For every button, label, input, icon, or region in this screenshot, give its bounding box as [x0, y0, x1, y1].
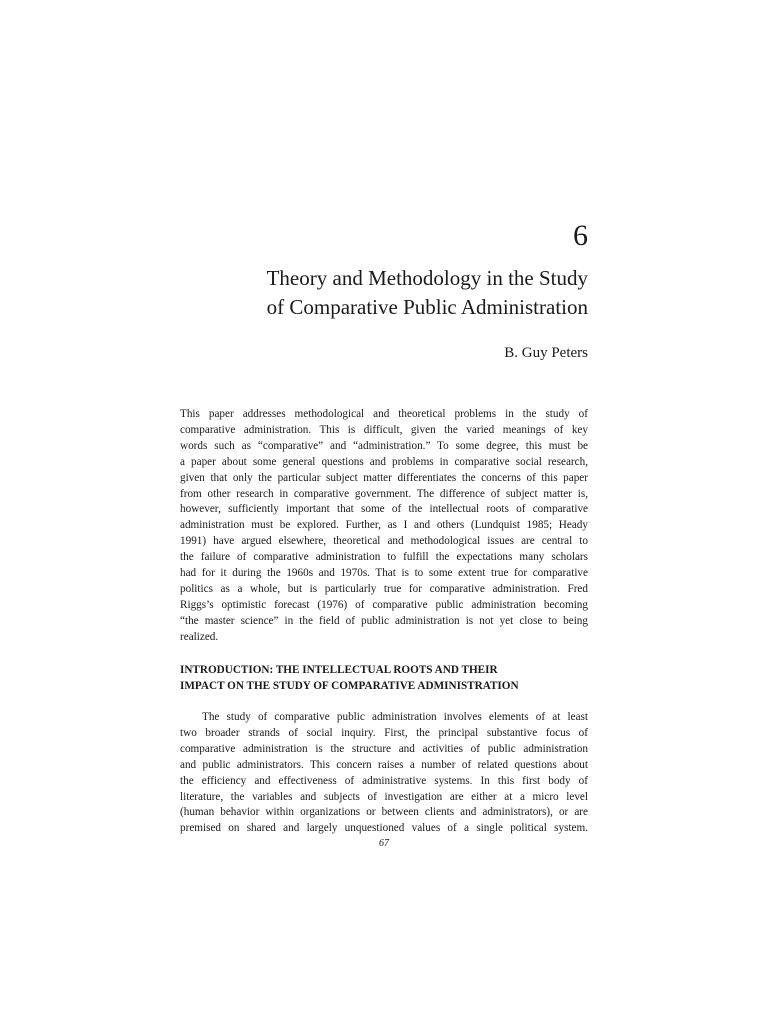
section-heading-line: IMPACT ON THE STUDY OF COMPARATIVE ADMINISTRATION [180, 680, 519, 692]
abstract-line: however, sufficiently important that some of the intellectual roots of comparative [180, 503, 588, 516]
chapter-title-line: Theory and Methodology in the Study [266, 266, 588, 290]
abstract-line: given that only the particular subject matter differentiates the concerns of this paper [180, 471, 588, 484]
body-line: literature, the variables and subjects of investigation are either at a micro level [180, 790, 588, 803]
body-line: The study of comparative public administration involves elements of at least [202, 711, 588, 723]
abstract-line: comparative administration. This is difficult, given the varied meanings of key [180, 423, 588, 436]
body-line: the efficiency and effectiveness of administrative systems. In this first body of [180, 774, 588, 787]
abstract-line: realized. [180, 630, 219, 643]
abstract-line: words such as “comparative” and “administration.” To some degree, this must be [180, 439, 588, 452]
abstract-line: a paper about some general questions and problems in comparative social research, [180, 455, 588, 468]
abstract-line: Riggs’s optimistic forecast (1976) of comparative public administration becoming [180, 598, 588, 611]
body-line: two broader strands of social inquiry. First, the principal substantive focus of [180, 726, 588, 739]
chapter-title-line: of Comparative Public Administration [266, 295, 588, 319]
chapter-title [168, 264, 588, 322]
abstract-line: the failure of comparative administration to fulfill the expectations many scholars [180, 551, 588, 564]
abstract-line: administration must be explored. Further, as I and others (Lundquist 1985; Heady [180, 519, 588, 532]
abstract-line: 1991) have argued elsewhere, theoretical and methodological issues are central to [180, 535, 588, 548]
body-paragraph [180, 710, 588, 837]
abstract-paragraph [180, 407, 588, 646]
section-heading [180, 662, 588, 694]
author-name: B. Guy Peters [504, 345, 588, 361]
abstract-line: had for it during the 1960s and 1970s. That is to some extent true for comparative [180, 567, 588, 580]
abstract-line: politics as a whole, but is particularly true for comparative administration. Fred [180, 582, 588, 595]
body-line: and public administrators. This concern raises a number of related questions about [180, 758, 588, 771]
abstract-line: This paper addresses methodological and theoretical problems in the study of [180, 408, 588, 420]
body-line: premised on shared and largely unquestioned values of a single political system. [180, 822, 588, 835]
page-number: 67 [379, 838, 389, 849]
body-line: comparative administration is the structure and activities of public administration [180, 742, 588, 755]
abstract-line: “the master science” in the field of public administration is not yet close to being [180, 614, 588, 627]
abstract-line: from other research in comparative government. The difference of subject matter is, [180, 487, 588, 500]
chapter-number: 6 [573, 219, 588, 252]
body-line: (human behavior within organizations or between clients and administrators), or are [180, 806, 588, 819]
section-heading-line: INTRODUCTION: THE INTELLECTUAL ROOTS AND THEIR [180, 664, 498, 676]
